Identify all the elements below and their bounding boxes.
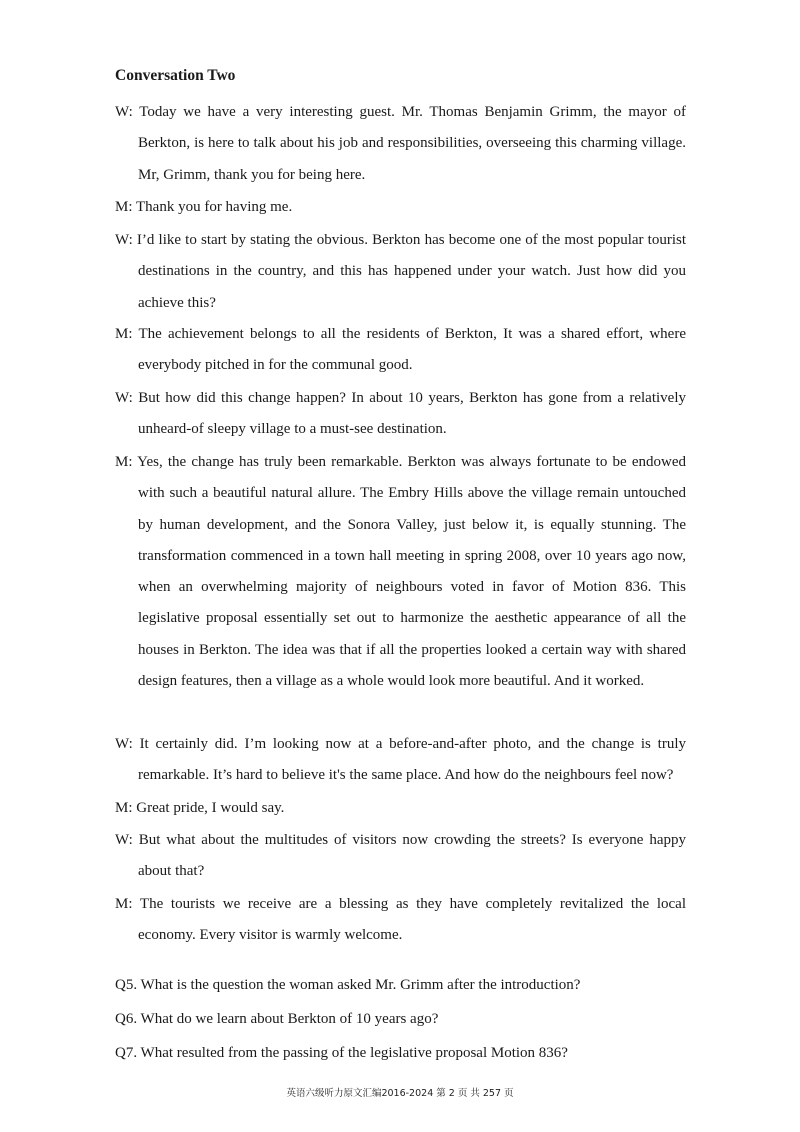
question-item: Q6. What do we learn about Berkton of 10 years ago? — [115, 1011, 439, 1027]
dialogue-turn — [115, 825, 686, 888]
speaker-label: M: — [115, 454, 133, 470]
turn-text: Today we have a very interesting guest. Mr. Thomas Benjamin Grimm, the mayor of Berkton, is here to talk about his job and responsibilities, overseeing this charming village. Mr, Grimm, thank you for being here. — [138, 104, 686, 183]
question-item: Q7. What resulted from the passing of the legislative proposal Motion 836? — [115, 1045, 568, 1061]
question-item: Q5. What is the question the woman asked Mr. Grimm after the introduction? — [115, 977, 581, 993]
turn-text: But what about the multitudes of visitors now crowding the streets? Is everyone happy about that? — [138, 832, 687, 880]
speaker-label: W: — [115, 736, 133, 752]
dialogue-turn — [115, 889, 686, 952]
speaker-label: M: — [115, 326, 133, 342]
speaker-label: W: — [115, 104, 133, 120]
page-footer: 英语六级听力原文汇编2016-2024 第 2 页 共 257 页 — [286, 1088, 514, 1099]
speaker-label: M: — [115, 199, 133, 215]
speaker-label: M: — [115, 896, 133, 912]
dialogue-turn — [115, 192, 686, 223]
speaker-label: W: — [115, 232, 133, 248]
turn-text: I’d like to start by stating the obvious. Berkton has become one of the most popular tourist destinations in the country, and this has happened under your watch. Just how did you achieve this? — [136, 232, 686, 311]
dialogue-turn — [115, 383, 686, 446]
dialogue-turn — [115, 225, 686, 319]
speaker-label: M: — [115, 800, 133, 816]
speaker-label: W: — [115, 390, 133, 406]
dialogue-turn — [115, 729, 686, 792]
turn-text: Thank you for having me. — [136, 199, 293, 215]
turn-text: The achievement belongs to all the residents of Berkton, It was a shared effort, where everybody pitched in for the communal good. — [138, 326, 686, 374]
turn-text: Great pride, I would say. — [136, 800, 285, 816]
dialogue-turn — [115, 97, 686, 191]
turn-text: But how did this change happen? In about 10 years, Berkton has gone from a relatively unheard-of sleepy village to a must-see destination. — [138, 390, 687, 438]
speaker-label: W: — [115, 832, 133, 848]
dialogue-turn — [115, 793, 686, 824]
conversation-title: Conversation Two — [115, 67, 236, 84]
dialogue-turn — [115, 319, 686, 382]
turn-text: The tourists we receive are a blessing as they have completely revitalized the local economy. Every visitor is warmly welcome. — [138, 896, 687, 944]
turn-text: Yes, the change has truly been remarkable. Berkton was always fortunate to be endowed with such a beautiful natural allure. The Embry Hills above the village remain untouched by human development, and the Sonora Valley, just below it, is equally stunning. The transformation commenced in a town hall meeting in spring 2008, over 10 years ago now, when an overwhelming majority of neighbours voted in favor of Motion 836. This legislative proposal essentially set out to harmonize the aesthetic appearance of all the houses in Berkton. The idea was that if all the properties looked a certain way with shared design features, then a village as a whole would look more beautiful. And it worked. — [137, 454, 687, 690]
dialogue-turn — [115, 447, 686, 697]
turn-text: It certainly did. I’m looking now at a before-and-after photo, and the change is truly remarkable. It’s hard to believe it's the same place. And how do the neighbours feel now? — [138, 736, 686, 784]
